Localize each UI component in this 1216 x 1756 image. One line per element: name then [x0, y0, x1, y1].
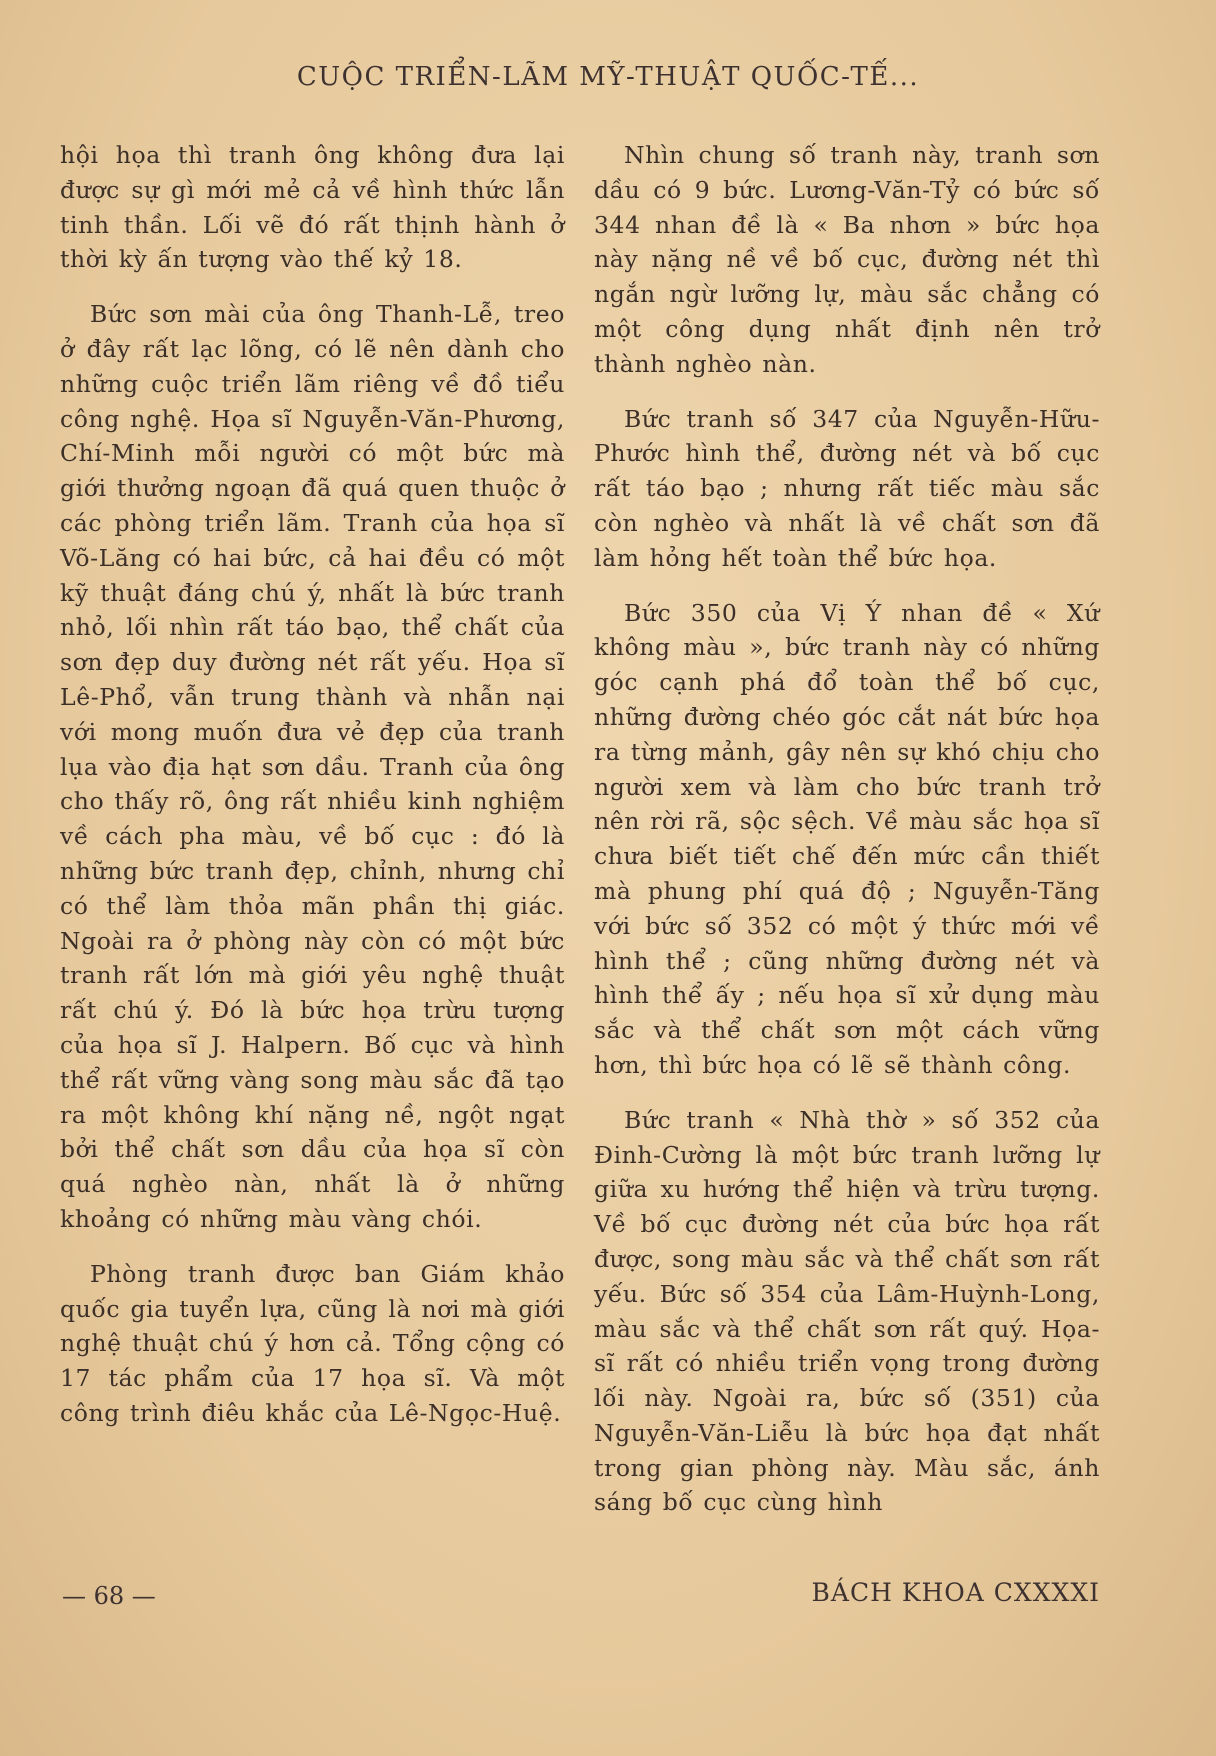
paragraph: Bức tranh « Nhà thờ » số 352 của Đinh-Cường là một bức tranh lưỡng lự giữa xu hướng thể hiện và trừu tượng. Về bố cục đường nét của bức họa rất được, song màu sắc và thể chất sơn rất yếu. Bức số 354 của Lâm-Huỳnh-Long, màu sắc và thể chất sơn rất quý. Họa-sĩ rất có nhiều triển vọng trong đường lối này. Ngoài ra, bức số (351) của Nguyễn-Văn-Liễu là bức họa đạt nhất trong gian phòng này. Màu sắc, ánh sáng bố cục cùng hình [594, 1105, 1100, 1517]
right-column [594, 138, 1100, 1520]
magazine-issue: BÁCH KHOA CXXXXI [811, 1578, 1100, 1607]
paragraph: Bức tranh số 347 của Nguyễn-Hữu-Phước hình thể, đường nét và bố cục rất táo bạo ; nhưng rất tiếc màu sắc còn nghèo và nhất là về chất sơn đã làm hỏng hết toàn thể bức họa. [594, 404, 1100, 572]
paragraph: Phòng tranh được ban Giám khảo quốc gia tuyển lựa, cũng là nơi mà giới nghệ thuật chú ý hơn cả. Tổng cộng có 17 tác phẩm của 17 họa sĩ. Và một công trình điêu khắc của Lê-Ngọc-Huệ. [60, 1259, 565, 1427]
paragraph: hội họa thì tranh ông không đưa lại được sự gì mới mẻ cả về hình thức lẫn tinh thần. Lối vẽ đó rất thịnh hành ở thời kỳ ấn tượng vào thế kỷ 18. [60, 141, 565, 274]
running-header: CUỘC TRIỂN-LÃM MỸ-THUẬT QUỐC-TẾ... [296, 62, 920, 92]
paragraph: Bức 350 của Vị Ý nhan đề « Xứ không màu », bức tranh này có những góc cạnh phá đổ toàn thể bố cục, những đường chéo góc cắt nát bức họa ra từng mảnh, gây nên sự khó chịu cho người xem và làm cho bức tranh trở nên rời rã, sộc sệch. Về màu sắc họa sĩ chưa biết tiết chế đến mức cần thiết mà phung phí quá độ ; Nguyễn-Tăng với bức số 352 có một ý thức mới về hình thể ; cũng những đường nét và hình thể ấy ; nếu họa sĩ xử dụng màu sắc và thể chất sơn một cách vững hơn, thì bức họa có lẽ sẽ thành công. [594, 598, 1100, 1079]
page-number: — 68 — [62, 1582, 156, 1610]
paragraph: Nhìn chung số tranh này, tranh sơn dầu có 9 bức. Lương-Văn-Tỷ có bức số 344 nhan đề là « Ba nhơn » bức họa này nặng nề về bố cục, đường nét thì ngắn ngừ lưỡng lự, màu sắc chẳng có một công dụng nhất định nên trở thành nghèo nàn. [594, 141, 1100, 378]
paragraph: Bức sơn mài của ông Thanh-Lễ, treo ở đây rất lạc lõng, có lẽ nên dành cho những cuộc triển lãm riêng về đồ tiểu công nghệ. Họa sĩ Nguyễn-Văn-Phương, Chí-Minh mỗi người có một bức mà giới thưởng ngoạn đã quá quen thuộc ở các phòng triển lãm. Tranh của họa sĩ Võ-Lăng có hai bức, cả hai đều có một kỹ thuật đáng chú ý, nhất là bức tranh nhỏ, lối nhìn rất táo bạo, thể chất của sơn đẹp duy đường nét rất yếu. Họa sĩ Lê-Phổ, vẫn trung thành và nhẫn nại với mong muốn đưa vẻ đẹp của tranh lụa vào địa hạt sơn dầu. Tranh của ông cho thấy rõ, ông rất nhiều kinh nghiệm về cách pha màu, về bố cục : đó là những bức tranh đẹp, chỉnh, nhưng chỉ có thể làm thỏa mãn phần thị giác. Ngoài ra ở phòng này còn có một bức tranh rất lớn mà giới yêu nghệ thuật rất chú ý. Đó là bức họa trừu tượng của họa sĩ J. Halpern. Bố cục và hình thể rất vững vàng song màu sắc đã tạo ra một không khí nặng nề, ngột ngạt bởi thể chất sơn dầu của họa sĩ còn quá nghèo nàn, nhất là ở những khoảng có những màu vàng chói. [60, 300, 565, 1233]
left-column [60, 138, 565, 1431]
